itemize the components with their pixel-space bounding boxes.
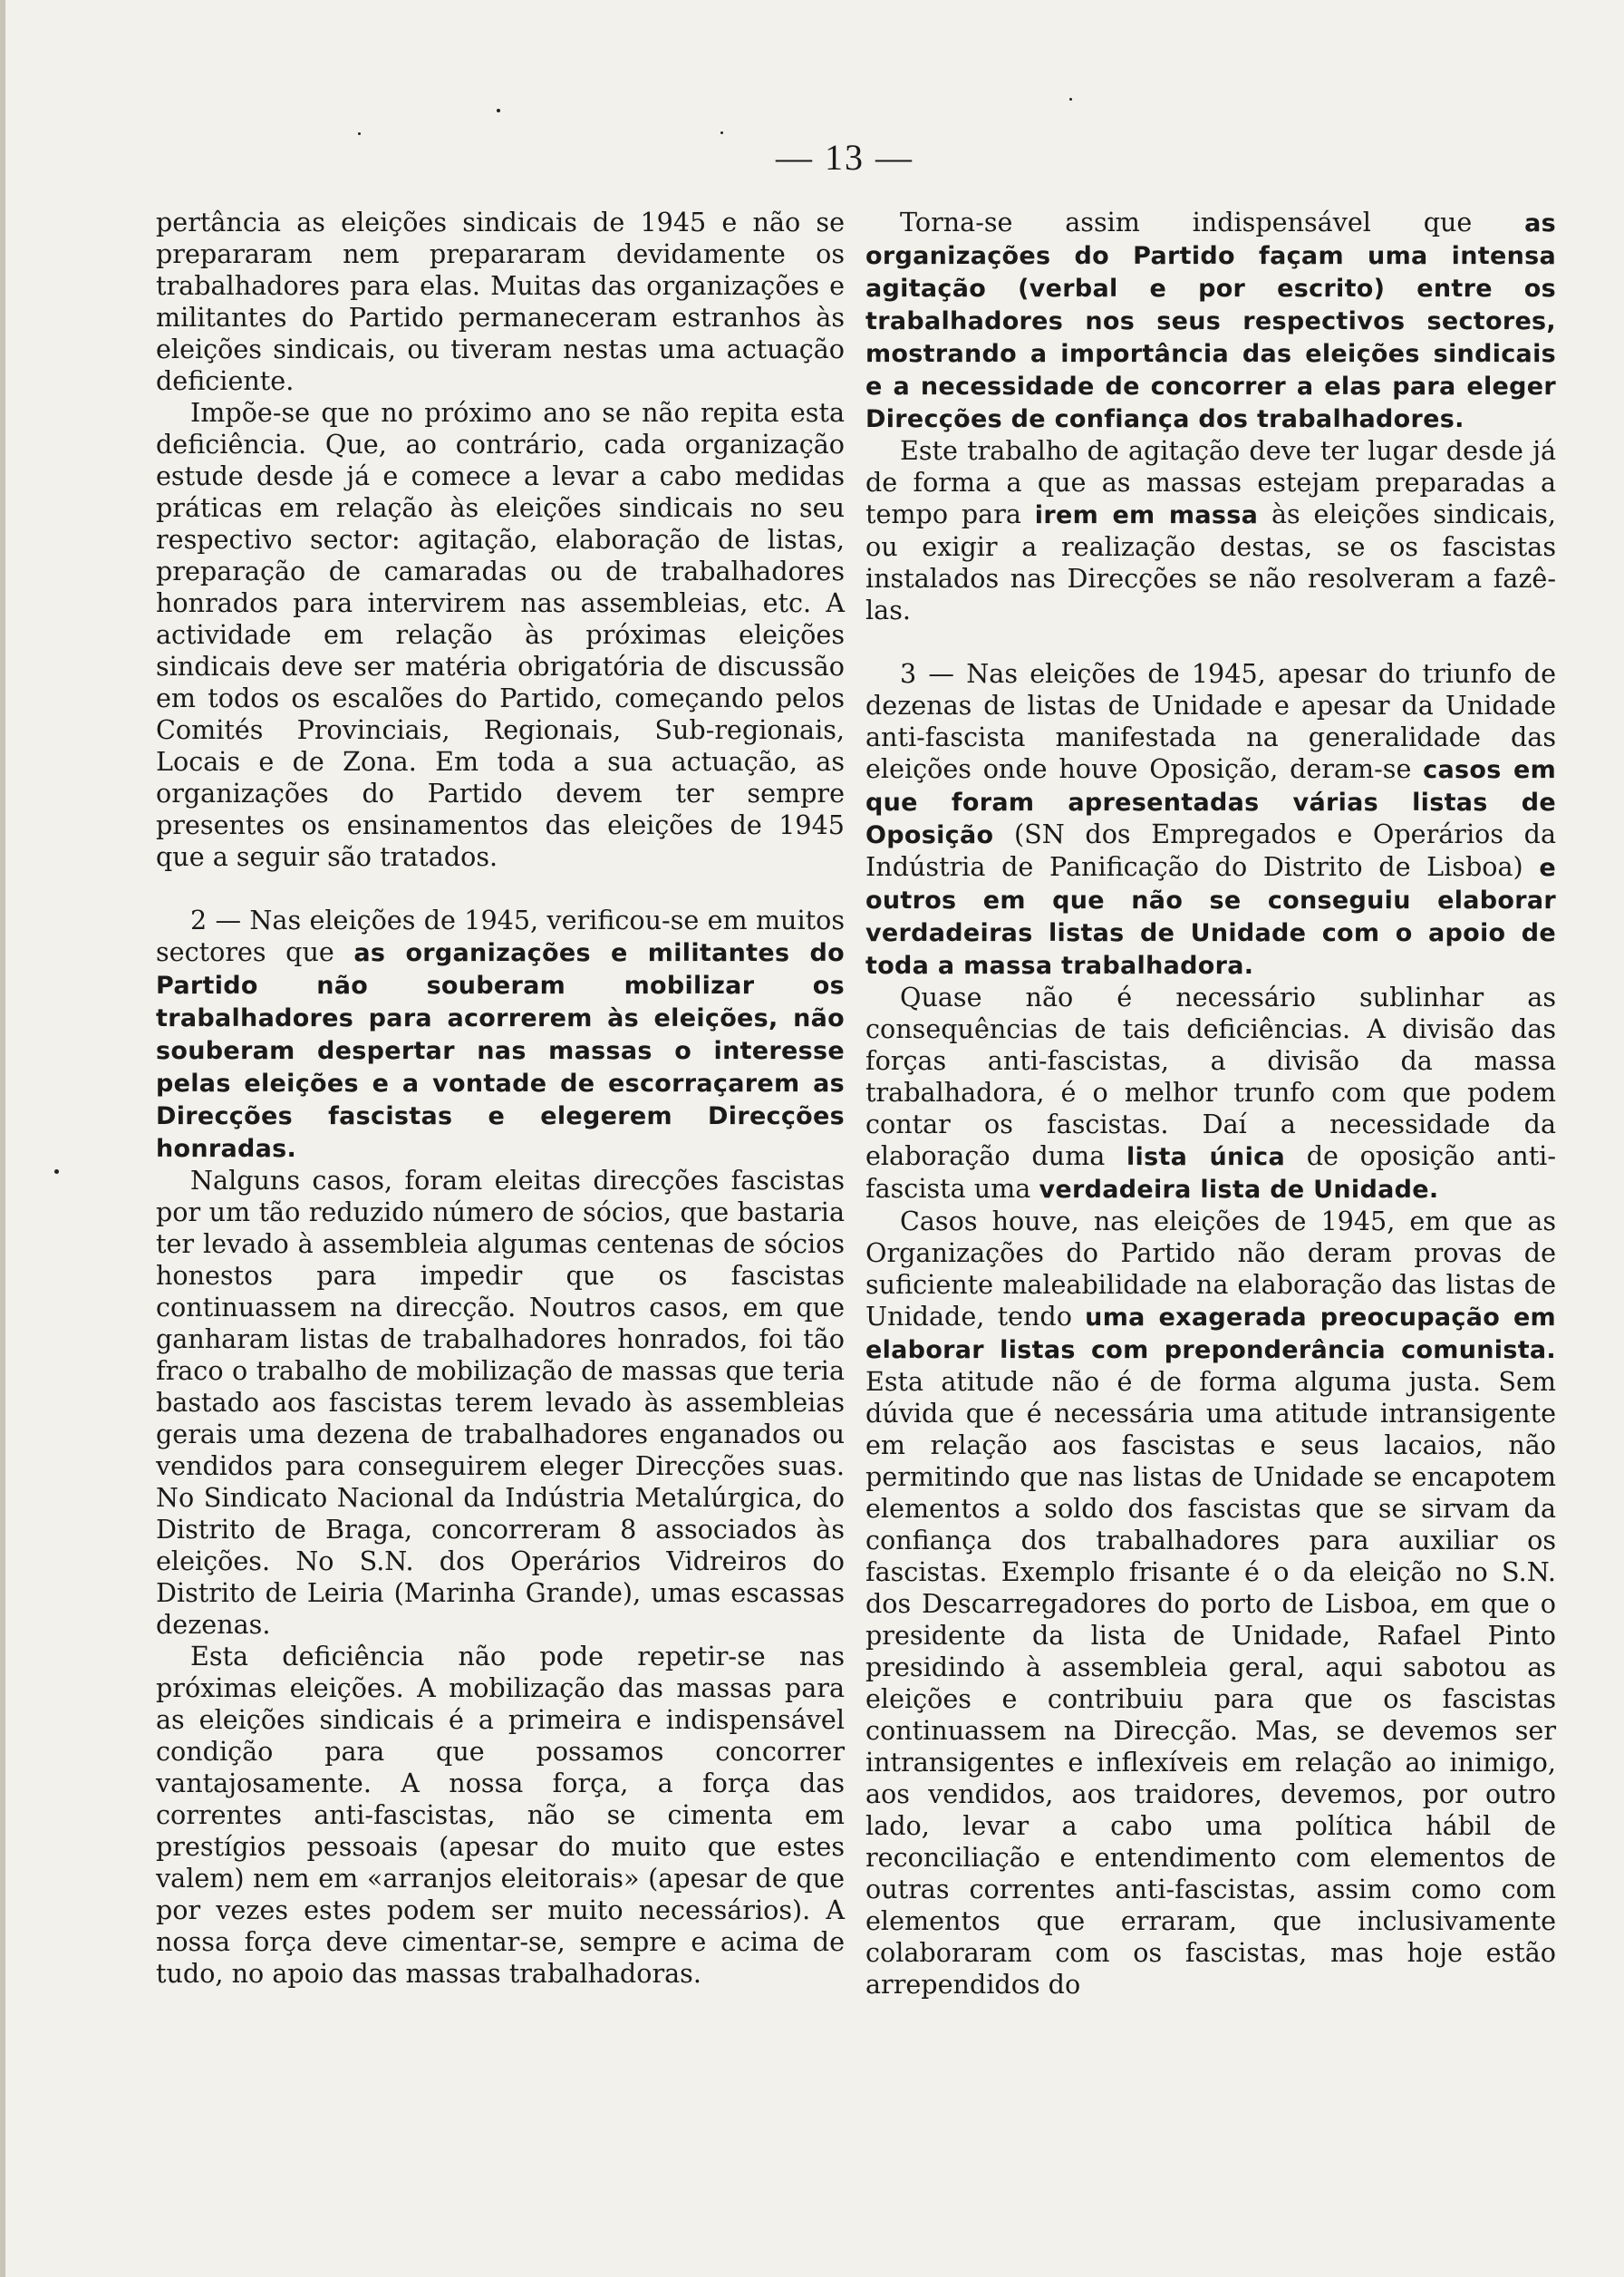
body-text: Impõe-se que no próximo ano se não repita esta deficiência. Que, ao contrário, cada organização estude desde já e comece a levar a cabo medidas práticas em relação às eleições sindicais no seu respectivo sector: agitação, elaboração de listas, preparação de camaradas ou de trabalhadores honrados para intervirem nas assembleias, etc. A actividade em relação às próximas eleições sindicais deve ser matéria obrigatória de discussão em todos os escalões do Partido, começando pelos Comités Provinciais, Regionais, Sub-regionais, Locais e de Zona. Em toda a sua actuação, as organizações do Partido devem ter sempre presentes os ensinamentos das eleições de 1945 que a seguir são tratados.: [156, 397, 845, 872]
body-text: Torna-se assim indispensável que: [900, 207, 1525, 237]
body-text: Este trabalho de agitação deve ter lugar desde já de forma a que as massas estejam preparadas a tempo para: [865, 435, 1556, 529]
emphasized-text: verdadeira lista de Unidade.: [1039, 1176, 1439, 1204]
emphasized-text: e outros em que não se conseguiu elaborar verdadeiras listas de Unidade com o apoio de toda a massa trabalhadora.: [865, 854, 1556, 980]
body-text: Casos houve, nas eleições de 1945, em que as Organizações do Partido não deram provas de suficiente maleabilidade na elaboração das listas de Unidade, tendo: [865, 1206, 1556, 1332]
left-column: [156, 207, 845, 1990]
paragraph: [865, 982, 1556, 1206]
paragraph: [156, 1165, 845, 1641]
paragraph: [865, 658, 1556, 982]
body-text: 2 — Nas eleições de 1945, verificou-se em muitos sectores que: [156, 905, 845, 967]
paragraph: [865, 207, 1556, 435]
paragraph: [865, 1206, 1556, 2001]
paragraph: [156, 1641, 845, 1990]
scan-speck: [1069, 98, 1072, 101]
page-edge: [0, 0, 5, 2277]
paragraph: [865, 435, 1556, 626]
body-text: (SN dos Empregados e Operários da Indústria de Panificação do Distrito de Lisboa): [865, 819, 1556, 882]
emphasized-text: as organizações do Partido façam uma intensa agitação (verbal e por escrito) entre os trabalhadores nos seus respectivos sectores, mostrando a importância das eleições sindicais e a necessidade de concorrer a elas para eleger Direcções de confiança dos trabalhadores.: [865, 209, 1556, 433]
scan-speck: [358, 132, 361, 135]
emphasized-text: casos em que foram apresentadas várias listas de Oposição: [865, 756, 1556, 849]
scan-speck: [497, 109, 500, 112]
body-text: Nalguns casos, foram eleitas direcções fascistas por um tão reduzido número de sócios, que bastaria ter levado à assembleia algumas centenas de sócios honestos para impedir que os fascistas continuassem na direcção. Noutros casos, em que ganharam listas de trabalhadores honrados, foi tão fraco o trabalho de mobilização de massas que teria bastado aos fascistas terem levado às assembleias gerais uma dezena de trabalhadores enganados ou vendidos para conseguirem eleger Direcções suas. No Sindicato Nacional da Indústria Metalúrgica, do Distrito de Braga, concorreram 8 associados às eleições. No S.N. dos Operários Vidreiros do Distrito de Leiria (Marinha Grande), umas escassas dezenas.: [156, 1165, 845, 1640]
body-text: Esta deficiência não pode repetir-se nas próximas eleições. A mobilização das massas para as eleições sindicais é a primeira e indispensável condição para que possamos concorrer vantajosamente. A nossa força, a força das correntes anti-fascistas, não se cimenta em prestígios pessoais (apesar do muito que estes valem) nem em «arranjos eleitorais» (apesar de que por vezes estes podem ser muito necessários). A nossa força deve cimentar-se, sempre e acima de tudo, no apoio das massas trabalhadoras.: [156, 1641, 845, 1989]
paragraph: [156, 905, 845, 1165]
emphasized-text: irem em massa: [1034, 501, 1259, 529]
scan-speck: [54, 1169, 59, 1174]
body-text: às eleições sindicais, ou exigir a realização destas, se os fascistas instalados nas Direcções se não resolveram a fazê-las.: [865, 499, 1556, 625]
body-text: Esta atitude não é de forma alguma justa. Sem dúvida que é necessária uma atitude intransigente em relação aos fascistas e seus lacaios, não permitindo que nas listas de Unidade se encapotem elementos a soldo dos fascistas que se sirvam da confiança dos trabalhadores para auxiliar os fascistas. Exemplo frisante é o da eleição no S.N. dos Descarregadores do porto de Lisboa, em que o presidente da lista de Unidade, Rafael Pinto presidindo à assembleia geral, aqui sabotou as eleições e contribuiu para que os fascistas continuassem na Direcção. Mas, se devemos ser intransigentes e inflexíveis em relação ao inimigo, aos vendidos, aos traidores, devemos, por outro lado, levar a cabo uma política hábil de reconciliação e entendimento com elementos de outras correntes anti-fascistas, assim como com elementos que erraram, que inclusivamente colaboraram com os fascistas, mas hoje estão arrependidos do: [865, 1366, 1556, 2000]
scan-speck: [720, 131, 723, 134]
body-text: pertância as eleições sindicais de 1945 e não se prepararam nem prepararam devidamente os trabalhadores para elas. Muitas das organizações e militantes do Partido permaneceram estranhos às eleições sindicais, ou tiveram nestas uma actuação deficiente.: [156, 207, 845, 396]
body-text: Quase não é necessário sublinhar as consequências de tais deficiências. A divisão das forças anti-fascistas, a divisão da massa trabalhadora, é o melhor trunfo com que podem contar os fascistas. Daí a necessidade da elaboração duma: [865, 982, 1556, 1171]
emphasized-text: uma exagerada preocupação em elaborar listas com preponderância comunista.: [865, 1303, 1556, 1364]
page-number: — 13 —: [776, 137, 914, 178]
body-text: de oposição anti-fascista uma: [865, 1140, 1556, 1204]
right-column: [865, 207, 1556, 2001]
body-text: 3 — Nas eleições de 1945, apesar do triunfo de dezenas de listas de Unidade e apesar da Unidade anti-fascista manifestada na generalidade das eleições onde houve Oposição, deram-se: [865, 658, 1556, 784]
emphasized-text: lista única: [1126, 1143, 1285, 1171]
paragraph: [156, 397, 845, 873]
paragraph: [156, 207, 845, 397]
emphasized-text: as organizações e militantes do Partido não souberam mobilizar os trabalhadores para acorrerem às eleições, não souberam despertar nas massas o interesse pelas eleições e a vontade de escorraçarem as Direcções fascistas e elegerem Direcções honradas.: [156, 939, 845, 1163]
